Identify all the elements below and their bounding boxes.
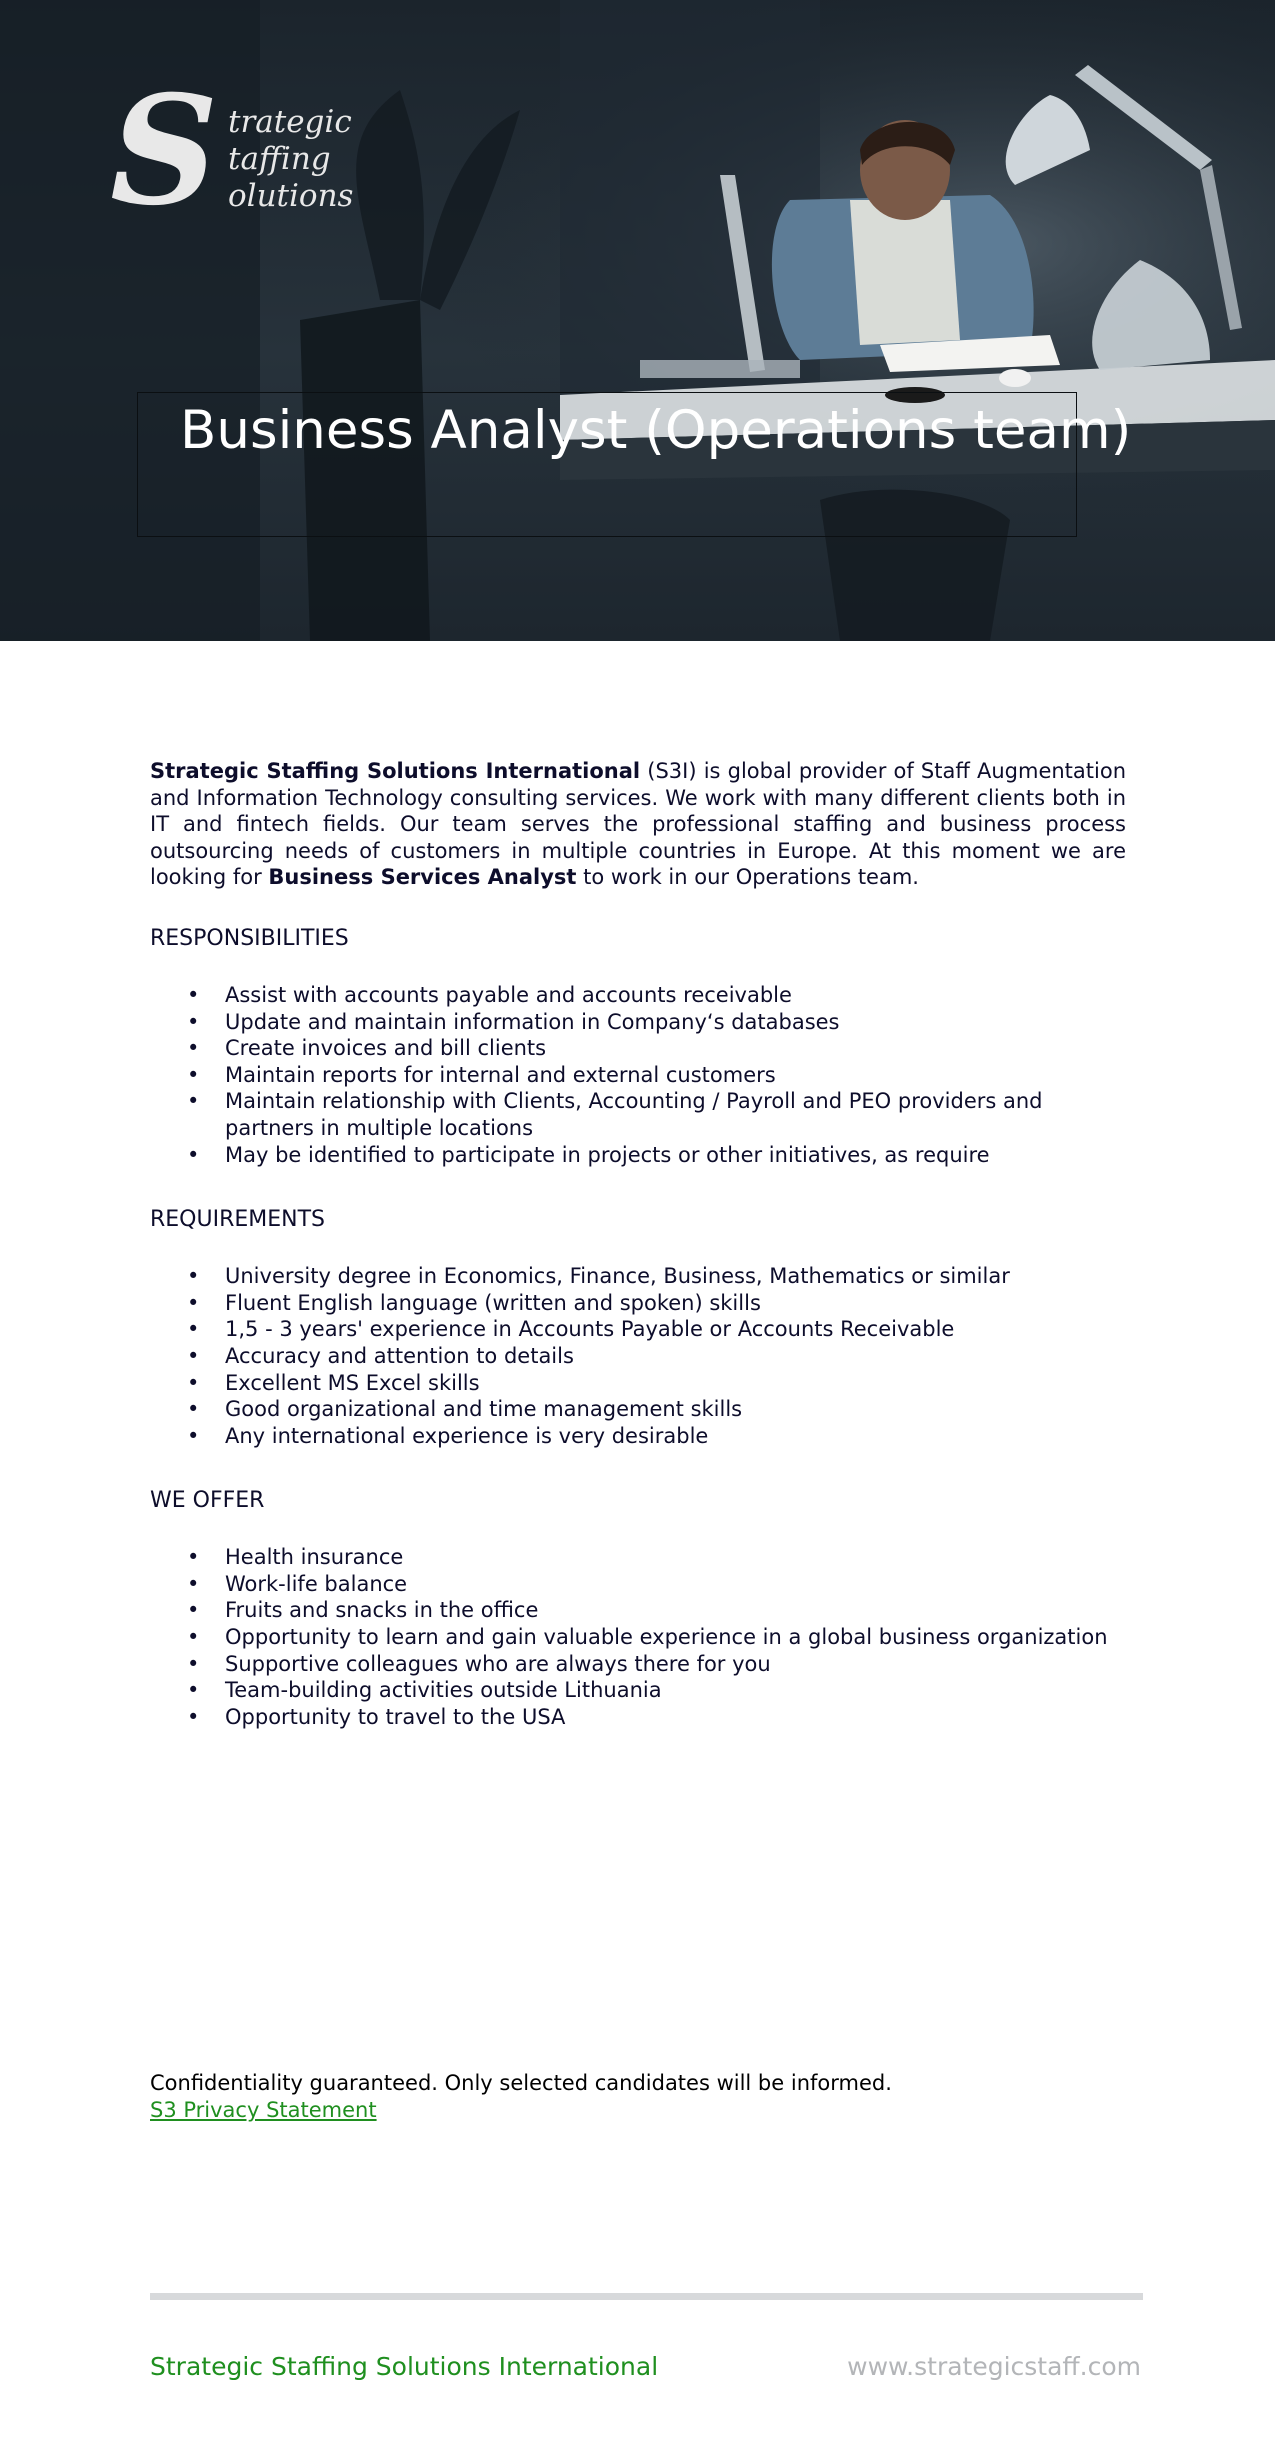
list-item-text: 1,5 - 3 years' experience in Accounts Payable or Accounts Receivable xyxy=(225,1317,955,1342)
bullet-icon: • xyxy=(187,1290,200,1315)
responsibilities-heading: RESPONSIBILITIES xyxy=(150,925,349,951)
list-item xyxy=(150,1571,1126,1598)
bullet-icon: • xyxy=(187,1089,200,1114)
privacy-statement-link[interactable]: S3 Privacy Statement xyxy=(150,2098,377,2122)
footer-website-url[interactable]: www.strategicstaff.com xyxy=(847,2352,1141,2381)
bullet-icon: • xyxy=(187,1704,200,1729)
list-item-text: Fruits and snacks in the office xyxy=(225,1598,539,1623)
hero-banner xyxy=(0,0,1275,641)
list-item xyxy=(150,982,1126,1009)
bullet-icon: • xyxy=(187,1598,200,1623)
logo-wordmark xyxy=(228,104,353,215)
list-item xyxy=(150,1597,1126,1624)
bullet-icon: • xyxy=(187,1317,200,1342)
job-description xyxy=(150,758,1126,1730)
list-item xyxy=(150,1544,1126,1571)
list-item-text: Excellent MS Excel skills xyxy=(225,1370,480,1395)
list-item-text: University degree in Economics, Finance, Business, Mathematics or similar xyxy=(225,1264,1010,1289)
footer-divider xyxy=(150,2293,1143,2300)
list-item-text: Update and maintain information in Company‘s databases xyxy=(225,1009,840,1034)
logo-letter: S xyxy=(110,63,219,239)
list-item-text: Create invoices and bill clients xyxy=(225,1036,547,1061)
job-title: Business Analyst (Operations team) xyxy=(180,400,1132,461)
list-item xyxy=(150,1396,1126,1423)
list-item-text: Maintain relationship with Clients, Accounting / Payroll and PEO providers and partners in multiple locations xyxy=(225,1089,1043,1140)
list-item-text: Maintain reports for internal and external customers xyxy=(225,1062,776,1087)
list-item xyxy=(150,1423,1126,1450)
list-item xyxy=(150,1343,1126,1370)
list-item xyxy=(150,1035,1126,1062)
list-item-text: Health insurance xyxy=(225,1545,404,1570)
list-item xyxy=(150,1290,1126,1317)
bullet-icon: • xyxy=(187,1370,200,1395)
bullet-icon: • xyxy=(187,1036,200,1061)
bullet-icon: • xyxy=(187,1343,200,1368)
logo-word: olutions xyxy=(228,178,354,214)
list-item-text: Fluent English language (written and spoken) skills xyxy=(225,1290,761,1315)
list-item-text: Work-life balance xyxy=(225,1571,408,1596)
list-item xyxy=(150,1677,1126,1704)
company-name: Strategic Staffing Solutions International xyxy=(150,759,641,783)
confidentiality-note: Confidentiality guaranteed. Only selected candidates will be informed. xyxy=(150,2071,892,2095)
list-item xyxy=(150,1370,1126,1397)
list-item-text: Team-building activities outside Lithuania xyxy=(225,1678,662,1703)
requirements-heading: REQUIREMENTS xyxy=(150,1207,326,1233)
logo-word: trategic xyxy=(228,104,352,140)
logo-word: taffing xyxy=(228,141,331,177)
list-item xyxy=(150,1316,1126,1343)
role-name: Business Services Analyst xyxy=(268,865,577,890)
list-item-text: Accuracy and attention to details xyxy=(225,1343,574,1368)
bullet-icon: • xyxy=(187,1678,200,1703)
bullet-icon: • xyxy=(187,1397,200,1422)
list-item-text: Assist with accounts payable and accounts receivable xyxy=(225,982,792,1007)
company-logo xyxy=(110,63,354,248)
bullet-icon: • xyxy=(187,982,200,1007)
intro-text-end: to work in our Operations team. xyxy=(576,865,919,890)
bullet-icon: • xyxy=(187,1571,200,1596)
list-item-text: Supportive colleagues who are always there for you xyxy=(225,1651,771,1676)
list-item-text: Good organizational and time management skills xyxy=(225,1397,743,1422)
responsibilities-list xyxy=(150,982,1126,1168)
list-item-text: Opportunity to learn and gain valuable experience in a global business organization xyxy=(225,1625,1108,1650)
footer-company-name: Strategic Staffing Solutions International xyxy=(150,2352,659,2381)
list-item xyxy=(150,1263,1126,1290)
we-offer-heading: WE OFFER xyxy=(150,1488,265,1514)
list-item xyxy=(150,1704,1126,1731)
list-item xyxy=(150,1651,1126,1678)
bullet-icon: • xyxy=(187,1545,200,1570)
bullet-icon: • xyxy=(187,1651,200,1676)
bullet-icon: • xyxy=(187,1062,200,1087)
we-offer-list xyxy=(150,1544,1126,1730)
list-item xyxy=(150,1142,1126,1169)
list-item xyxy=(150,1009,1126,1036)
bullet-icon: • xyxy=(187,1264,200,1289)
list-item xyxy=(150,1624,1126,1651)
intro-text: (S3I) is global provider of Staff Augmentation and Information Technology consulting services. We work with many different clients both in IT and fintech fields. Our team serves the professional staffing and business process outsourcing needs of customers in multiple countries in Europe. At this moment we are looking for xyxy=(150,759,1126,890)
list-item-text: Opportunity to travel to the USA xyxy=(225,1704,566,1729)
list-item-text: Any international experience is very desirable xyxy=(225,1423,709,1448)
requirements-list xyxy=(150,1263,1126,1449)
bullet-icon: • xyxy=(187,1142,200,1167)
list-item-text: May be identified to participate in projects or other initiatives, as require xyxy=(225,1142,990,1167)
bullet-icon: • xyxy=(187,1009,200,1034)
bullet-icon: • xyxy=(187,1625,200,1650)
list-item xyxy=(150,1088,1126,1141)
list-item xyxy=(150,1062,1126,1089)
intro-paragraph xyxy=(150,758,1126,891)
bullet-icon: • xyxy=(187,1423,200,1448)
